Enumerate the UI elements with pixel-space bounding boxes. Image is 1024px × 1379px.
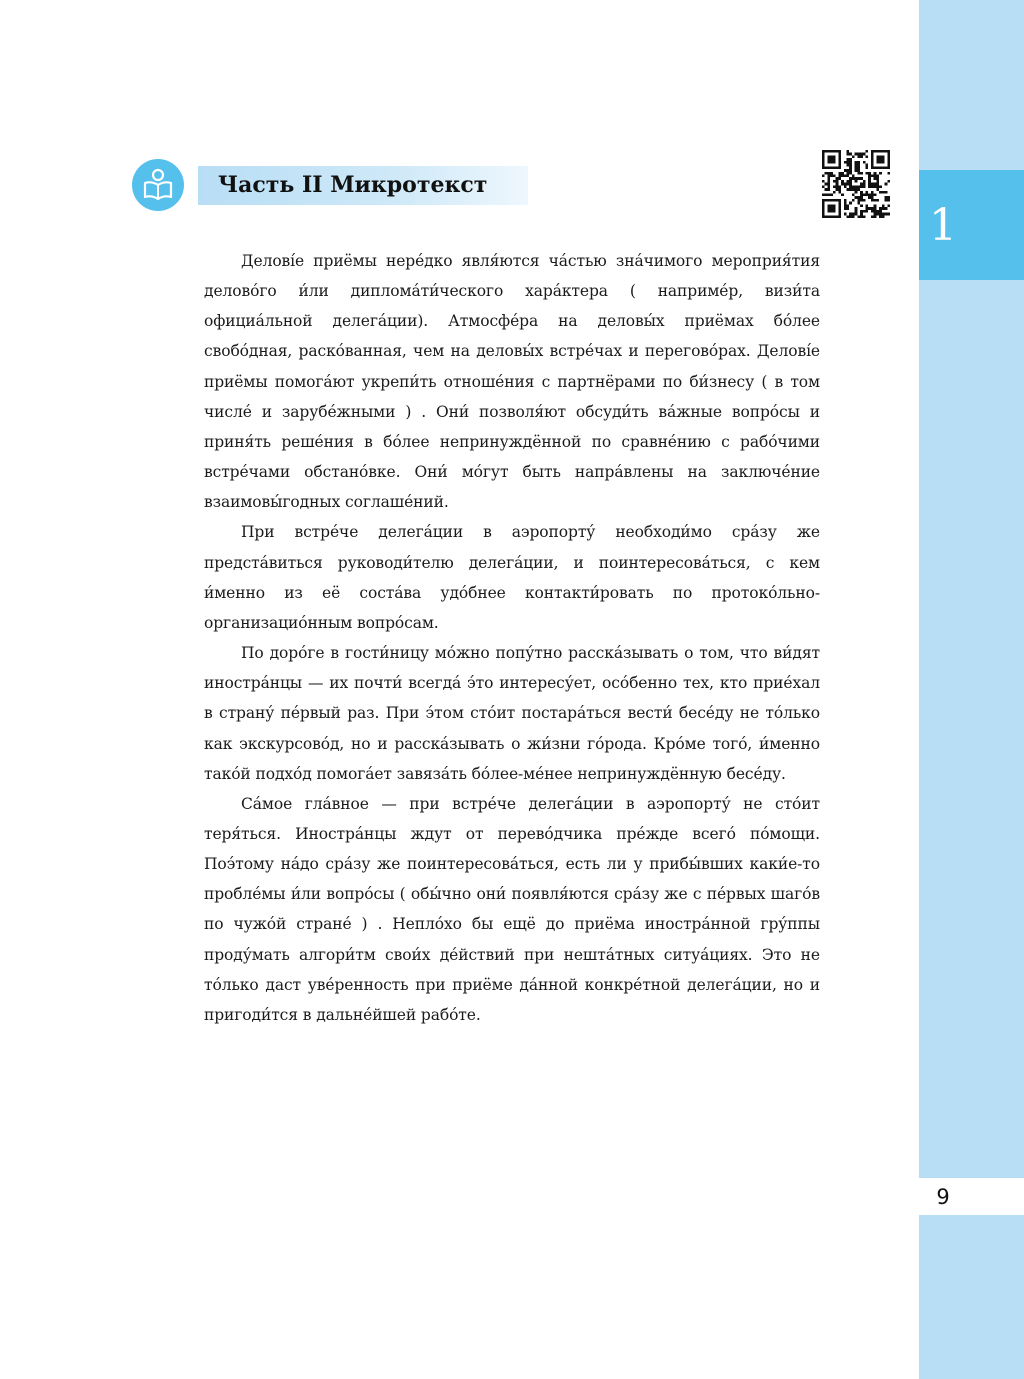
paragraph: По доро́ге в гости́ницу мо́жно попу́тно расска́зывать о том, что ви́дят иностра́нцы — их почти́ всегда́ э́то интересу́ет, осо́бенно тех, кто прие́хал в страну́ пе́рвый раз. При э́том сто́ит постара́ться вести́ бесе́ду не то́лько как экскурсово́д, но и расска́зывать о жи́зни го́рода. Кро́ме того́, и́менно тако́й подхо́д помога́ет завяза́ть бо́лее-ме́нее непринуждённую бесе́ду. xyxy=(204,644,820,783)
micro-text-body xyxy=(204,246,820,1030)
page-number-box xyxy=(919,1178,1024,1215)
section-header xyxy=(198,166,528,205)
paragraph: Делові́е приёмы нере́дко явля́ются ча́стью зна́чимого мероприя́тия делово́го и́ли диплома́ти́ческого хара́ктера ( наприме́р, визи́та официа́льной делега́ции). Атмосфе́ра на деловы́х приёмах бо́лее свобо́дная, раско́ванная, чем на деловы́х встре́чах и перегово́рах. Делові́е приёмы помога́ют укрепи́ть отноше́ния с партнёрами по би́знесу ( в том числе́ и зарубе́жными ) . Они́ позволя́ют обсуди́ть ва́жные вопро́сы и приня́ть реше́ния в бо́лее непринуждённой по сравне́нию с рабо́чими встре́чами обстано́вке. Они́ мо́гут быть напра́влены на заключе́ние взаимовы́годных соглаше́ний. xyxy=(204,252,820,512)
qr-code[interactable] xyxy=(822,150,890,218)
page-number: 9 xyxy=(936,1184,950,1209)
chapter-tab xyxy=(919,170,1024,280)
section-title: Часть II Микротекст xyxy=(218,172,488,198)
open-book-reader-icon xyxy=(132,159,184,211)
paragraph: При встре́че делега́ции в аэропорту́ необходи́мо сра́зу же предста́виться руководи́телю делега́ции, и поинтересова́ться, с кем и́менно из её соста́ва удо́бнее контакти́ровать по протоко́льно-организацио́нным вопро́сам. xyxy=(204,523,820,632)
paragraph: Са́мое гла́вное — при встре́че делега́ции в аэропорту́ не сто́ит теря́ться. Иностра́нцы ждут от перево́дчика пре́жде всего́ по́мощи. Поэ́тому на́до сра́зу же поинтересова́ться, есть ли у прибы́вших каки́е-то пробле́мы и́ли вопро́сы ( обы́чно они́ появля́ются сра́зу же с пе́рвых шаго́в по чужо́й стране́ ) . Непло́хо бы ещё до приёма иностра́нной гру́ппы проду́мать алгори́тм свои́х де́йствий при нешта́тных ситуа́циях. Это не то́лько даст уве́ренность при приёме да́нной конкре́тной делега́ции, но и пригоди́тся в дальне́йшей рабо́те. xyxy=(204,794,820,1024)
chapter-number: 1 xyxy=(929,199,957,251)
